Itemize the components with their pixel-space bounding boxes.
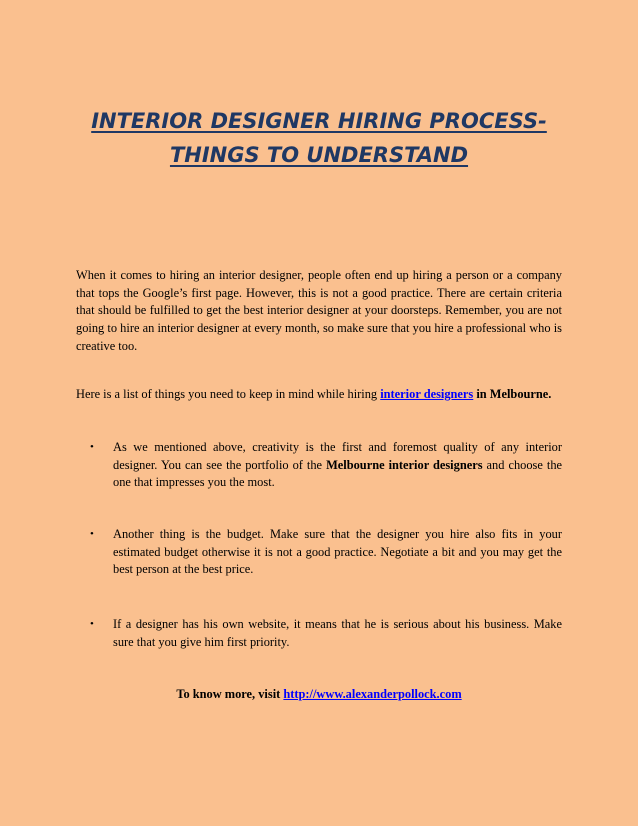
bullet-icon: • [90, 528, 94, 540]
list-item-text [113, 439, 562, 492]
list-intro-before: Here is a list of things you need to keep in mind while hiring [76, 387, 381, 401]
list-intro-after: in Melbourne. [473, 387, 552, 401]
bullet-1-before: As we mentioned above, creativity is the first and foremost quality of any interior designer. You can see the portfolio of the [113, 440, 562, 472]
footer-text: To know more, visit [176, 687, 284, 701]
title-line-2: THINGS TO UNDERSTAND [169, 143, 469, 167]
list-intro-paragraph [76, 386, 562, 404]
list-item-text: Another thing is the budget. Make sure that the designer you hire also fits in your estimated budget otherwise it is not a good practice. Negotiate a bit and you may get the best person at the best price. [113, 527, 562, 577]
title-line-1: INTERIOR DESIGNER HIRING PROCESS- [91, 109, 547, 133]
intro-paragraph: When it comes to hiring an interior designer, people often end up hiring a person or a company that tops the Google’s first page. However, this is not a good practice. There are certain criteria that should be fulfilled to get the best interior designer at your doorsteps. Remember, you are not going to hire an interior designer at every month, so make sure that you hire a professional who is creative too. [76, 268, 562, 353]
bullet-1-after: and choose the one that impresses you the most. [113, 457, 563, 490]
bullet-icon: • [90, 618, 94, 630]
list-item-text: If a designer has his own website, it means that he is serious about his business. Make sure that you give him first priority. [113, 617, 562, 649]
document-title [60, 104, 578, 172]
interior-designers-link[interactable]: interior designers [380, 387, 474, 401]
melbourne-designers-bold: Melbourne interior designers [326, 457, 483, 472]
list-item [90, 526, 562, 579]
list-item [90, 616, 562, 651]
bullet-icon: • [90, 441, 94, 453]
list-item [90, 439, 562, 492]
footer-line [0, 687, 638, 702]
website-link[interactable]: http://www.alexanderpollock.com [283, 687, 462, 701]
